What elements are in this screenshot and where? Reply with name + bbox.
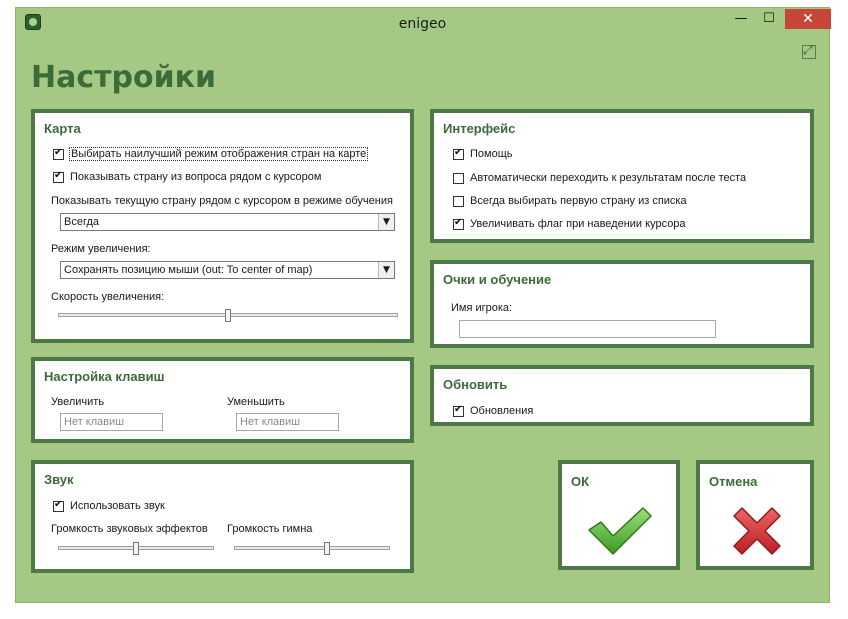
use-sound-checkbox[interactable] xyxy=(53,501,64,512)
ok-button-label: ОК xyxy=(571,474,590,489)
cancel-button[interactable] xyxy=(696,460,814,570)
show-current-select[interactable] xyxy=(60,213,395,231)
update-panel xyxy=(430,365,814,426)
best-mode-checkbox[interactable] xyxy=(53,149,64,160)
auto-results-checkbox[interactable] xyxy=(453,173,464,184)
keys-panel xyxy=(31,357,414,443)
enlarge-flag-option[interactable] xyxy=(453,218,686,230)
close-button[interactable]: ✕ xyxy=(785,9,831,29)
settings-window xyxy=(15,7,830,603)
window-title: enigeo xyxy=(398,16,447,32)
enlarge-flag-label: Увеличивать флаг при наведении курсора xyxy=(470,218,686,230)
auto-results-option[interactable] xyxy=(453,172,746,184)
zoom-out-key-label: Уменьшить xyxy=(227,396,285,408)
auto-results-label: Автоматически переходить к результатам после теста xyxy=(470,172,747,184)
updates-option[interactable] xyxy=(453,405,533,417)
slider-thumb[interactable] xyxy=(225,309,231,322)
effects-volume-slider[interactable] xyxy=(58,542,214,554)
cross-shape xyxy=(734,508,780,554)
first-country-label: Всегда выбирать первую страну из списка xyxy=(470,195,687,207)
interface-panel-title: Интерфейс xyxy=(443,121,516,136)
fullscreen-icon[interactable] xyxy=(802,45,816,59)
help-checkbox[interactable] xyxy=(453,149,464,160)
scores-panel-title: Очки и обучение xyxy=(443,272,552,287)
use-sound-label: Использовать звук xyxy=(70,500,165,512)
minimize-button[interactable]: — xyxy=(734,11,748,26)
first-country-checkbox[interactable] xyxy=(453,196,464,207)
zoom-in-key-label: Увеличить xyxy=(51,396,105,408)
checkmark-icon xyxy=(587,504,653,556)
slider-thumb[interactable] xyxy=(133,542,139,555)
zoom-mode-value: Сохранять позицию мыши (out: To center of map) xyxy=(64,264,313,276)
zoom-in-key-field[interactable] xyxy=(60,413,163,431)
help-label: Помощь xyxy=(470,148,513,160)
first-country-option[interactable] xyxy=(453,195,687,207)
zoom-out-key-placeholder: Нет клавиш xyxy=(240,416,301,428)
best-mode-option[interactable] xyxy=(53,148,367,160)
player-name-label: Имя игрока: xyxy=(451,302,513,314)
keys-panel-title: Настройка клавиш xyxy=(44,369,165,384)
anthem-volume-label: Громкость гимна xyxy=(227,523,313,535)
chevron-down-icon[interactable]: ▼ xyxy=(378,214,394,230)
sound-panel-title: Звук xyxy=(44,472,74,487)
show-current-label: Показывать текущую страну рядом с курсором в режиме обучения xyxy=(51,195,393,207)
player-name-input[interactable] xyxy=(459,320,716,338)
checkmark-shape xyxy=(589,508,651,554)
show-country-checkbox[interactable] xyxy=(53,172,64,183)
zoom-out-key-field[interactable] xyxy=(236,413,339,431)
slider-track xyxy=(234,546,390,550)
map-panel xyxy=(31,109,414,343)
zoom-mode-label: Режим увеличения: xyxy=(51,243,151,255)
cross-icon xyxy=(730,504,784,558)
anthem-volume-slider[interactable] xyxy=(234,542,390,554)
show-current-value: Всегда xyxy=(64,216,100,228)
help-option[interactable] xyxy=(453,148,513,160)
enlarge-flag-checkbox[interactable] xyxy=(453,219,464,230)
ok-button[interactable] xyxy=(558,460,680,570)
show-country-option[interactable] xyxy=(53,171,321,183)
zoom-mode-select[interactable] xyxy=(60,261,395,279)
zoom-speed-slider[interactable] xyxy=(58,309,398,321)
page-title: Настройки xyxy=(31,60,217,95)
updates-checkbox[interactable] xyxy=(453,406,464,417)
slider-thumb[interactable] xyxy=(324,542,330,555)
use-sound-option[interactable] xyxy=(53,500,165,512)
updates-label: Обновления xyxy=(470,405,534,417)
map-panel-title: Карта xyxy=(44,121,81,136)
maximize-button[interactable]: ☐ xyxy=(763,11,775,26)
cancel-button-label: Отмена xyxy=(709,474,758,489)
effects-volume-label: Громкость звуковых эффектов xyxy=(51,523,208,535)
update-panel-title: Обновить xyxy=(443,377,508,392)
zoom-speed-label: Скорость увеличения: xyxy=(51,291,165,303)
scores-panel xyxy=(430,260,814,348)
interface-panel xyxy=(430,109,814,243)
title-bar[interactable] xyxy=(16,8,829,38)
chevron-down-icon[interactable]: ▼ xyxy=(378,262,394,278)
sound-panel xyxy=(31,460,414,573)
show-country-label: Показывать страну из вопроса рядом с курсором xyxy=(70,171,322,183)
zoom-in-key-placeholder: Нет клавиш xyxy=(64,416,125,428)
best-mode-label: Выбирать наилучший режим отображения стран на карте xyxy=(71,148,367,160)
